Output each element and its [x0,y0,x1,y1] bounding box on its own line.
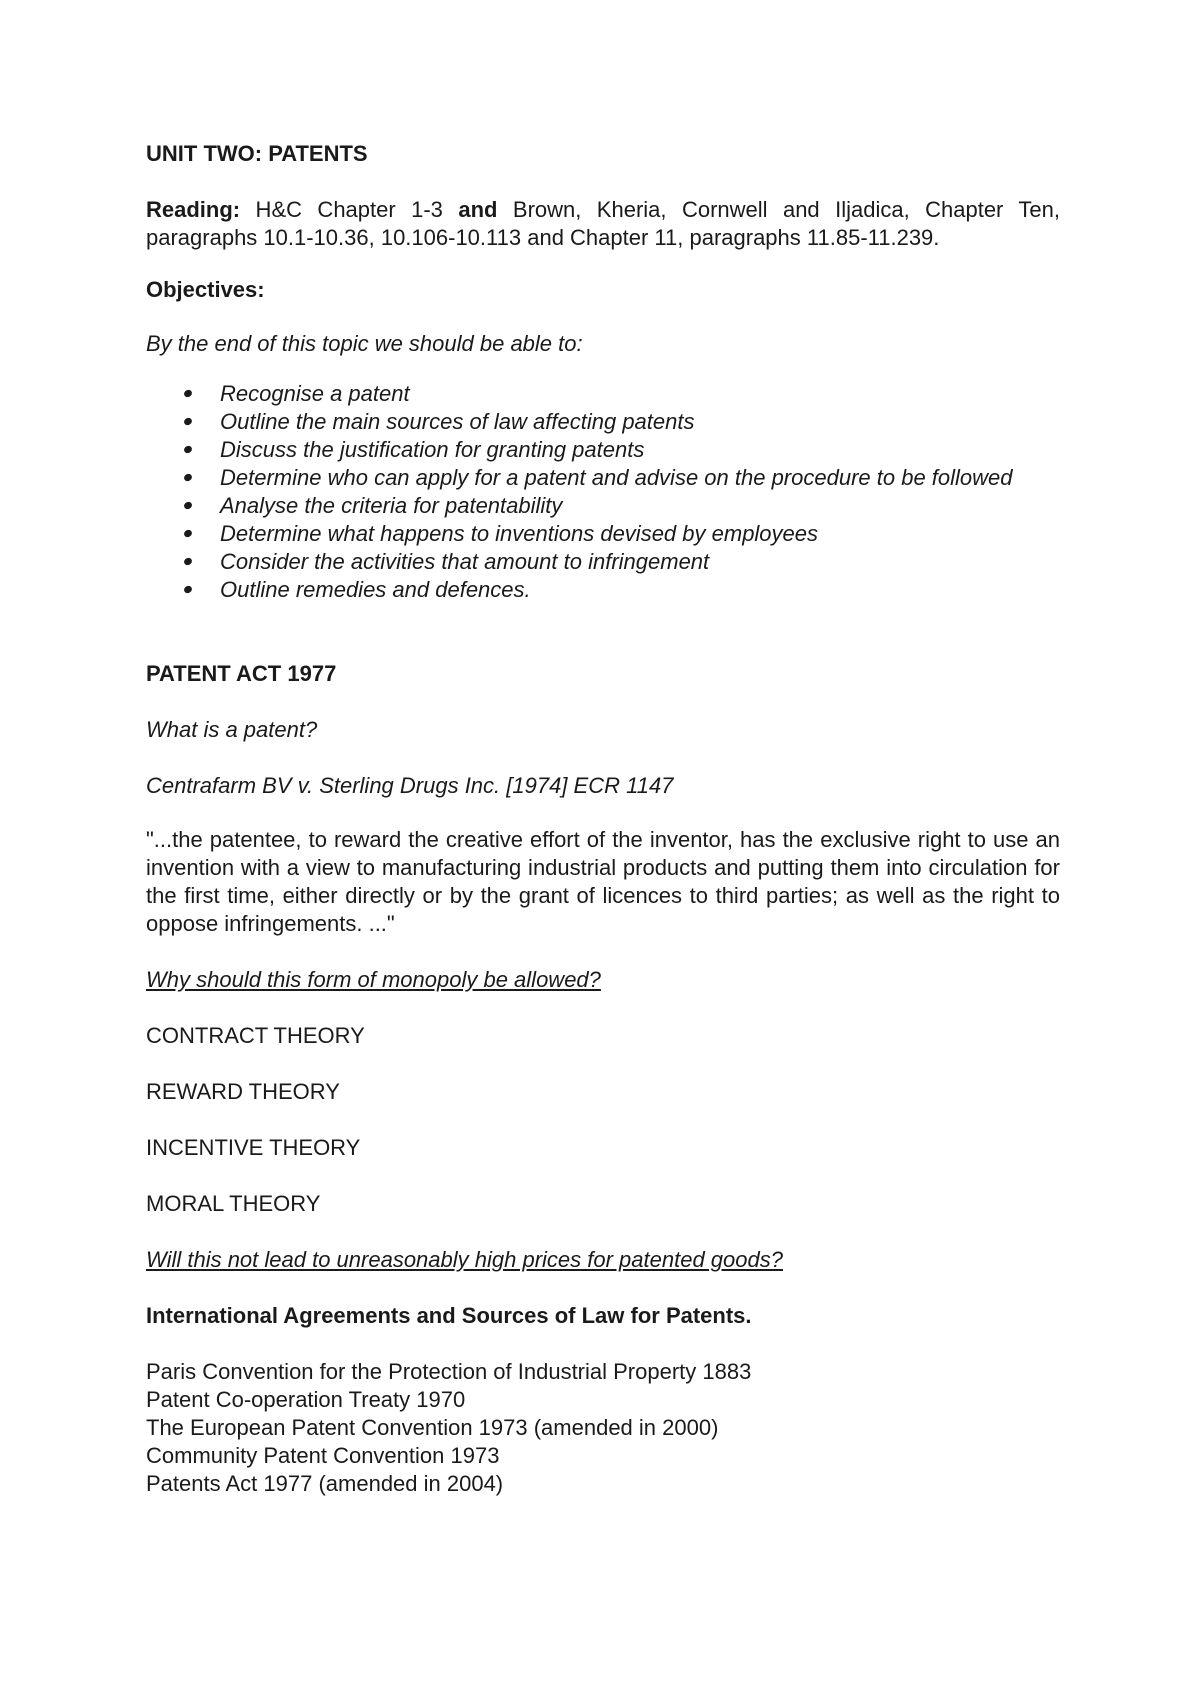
source-item: Community Patent Convention 1973 [146,1443,500,1468]
source-item: The European Patent Convention 1973 (amended in 2000) [146,1415,719,1440]
case-citation: Centrafarm BV v. Sterling Drugs Inc. [1974] ECR 1147 [146,773,674,798]
reading-and: and [458,197,498,222]
reading-label: Reading: [146,197,241,222]
objective-item: Determine what happens to inventions devised by employees [146,520,1060,548]
bullet-icon [183,473,193,483]
objective-item: Analyse the criteria for patentability [146,492,1060,520]
objectives-list [146,380,1060,604]
objectives-intro: By the end of this topic we should be able to: [146,331,583,356]
theory-incentive: INCENTIVE THEORY [146,1135,361,1160]
sources-heading: International Agreements and Sources of Law for Patents. [146,1303,752,1328]
bullet-icon [183,529,193,539]
bullet-icon [183,557,193,567]
objective-item: Consider the activities that amount to infringement [146,548,1060,576]
source-item: Paris Convention for the Protection of Industrial Property 1883 [146,1359,752,1384]
bullet-icon [183,445,193,455]
objective-item: Recognise a patent [146,380,1060,408]
source-item: Patents Act 1977 (amended in 2004) [146,1471,504,1496]
objective-item: Determine who can apply for a patent and advise on the procedure to be followed [146,464,1060,492]
monopoly-question: Why should this form of monopoly be allowed? [146,967,601,992]
theory-moral: MORAL THEORY [146,1191,321,1216]
objective-item: Outline remedies and defences. [146,576,1060,604]
source-item: Patent Co-operation Treaty 1970 [146,1387,466,1412]
patent-act-heading: PATENT ACT 1977 [146,661,337,686]
sources-list [146,1358,1060,1498]
bullet-icon [183,417,193,427]
patent-question: What is a patent? [146,717,318,742]
case-quote: "...the patentee, to reward the creative effort of the inventor, has the exclusive right to use an invention with a view to manufacturing industrial products and putting them into circulation for the first time, either directly or by the grant of licences to third parties; as well as the right to oppose infringements. ..." [146,827,1060,936]
prices-question: Will this not lead to unreasonably high prices for patented goods? [146,1247,783,1272]
objectives-heading: Objectives: [146,277,265,302]
theory-contract: CONTRACT THEORY [146,1023,365,1048]
reading-text-1: H&C Chapter 1-3 [240,197,459,222]
objective-item: Discuss the justification for granting patents [146,436,1060,464]
bullet-icon [183,585,193,595]
unit-title: UNIT TWO: PATENTS [146,141,368,166]
reading-paragraph [146,196,1060,252]
theory-reward: REWARD THEORY [146,1079,340,1104]
objective-item: Outline the main sources of law affecting patents [146,408,1060,436]
bullet-icon [183,501,193,511]
reading-text-2: Brown, Kheria, Cornwell and Iljadica, Chapter Ten, paragraphs 10.1-10.36, 10.106-10.113 and Chapter 11, paragraphs 11.85-11.239. [146,197,1060,250]
bullet-icon [183,389,193,399]
document-page [146,140,1060,1498]
